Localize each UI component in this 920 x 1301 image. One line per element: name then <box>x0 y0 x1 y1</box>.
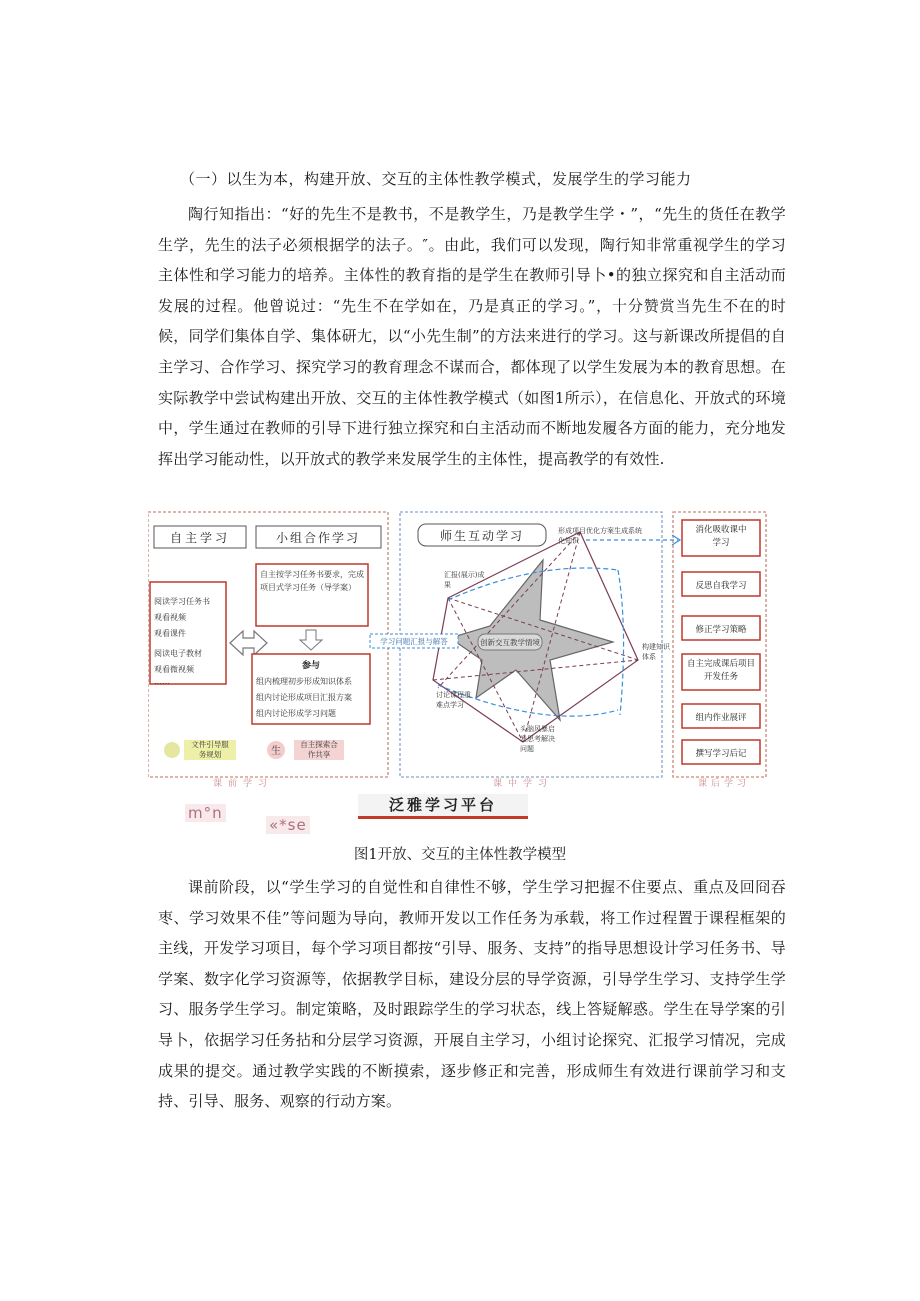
top-left-label-holder <box>444 570 488 600</box>
resource-item: 阅读电子教材 <box>154 649 202 658</box>
participate-title: 参与 <box>301 661 321 671</box>
post-item: 撰写学习后记 <box>695 749 747 759</box>
right-label: 构建知识体系 <box>642 643 670 661</box>
garbled-fragment: m°n <box>185 804 226 822</box>
resource-item: 观看微视频 <box>154 665 194 674</box>
paragraph-pre-class: 课前阶段，以“学生学习的自觉性和自律性不够，学生学习把握不住要点、重点及回冏吞枣、学习效果不佳”等问题为导向，教师开发以工作任务为承载，将工作过程置于课程框架的主线，开发学习项目，每个学习项目都按“引导、服务、支持”的指导思想设计学习任务书、导学案、数字化学习资源等，依据教学目标，建设分层的导学资源，引导学生学习、支持学生学习、服务学生学习。制定策略，及时跟踪学生的学习状态，线上答疑解惑。学生在导学案的引导卜，依据学习任务拈和分层学习资源，开展自主学习，小组讨论探究、汇报学习情况，完成成果的提交。通过教学实践的不断摸索，逐步修正和完善，形成师生有效进行课前学习和支持、引导、服务、观察的行动方案。 <box>158 878 786 1111</box>
post-item: 组内作业展评 <box>695 713 747 723</box>
phase-label-in: 课中学习 <box>492 779 554 789</box>
self-study-header-label: 自主学习 <box>169 531 231 545</box>
down-arrow-icon <box>300 630 322 650</box>
garbled-fragment: «*se <box>266 816 310 834</box>
participate-item: 组内讨论形成项目汇报方案 <box>256 693 352 702</box>
teacher-label: 文件引导服务规划 <box>191 740 229 759</box>
participate-item: 组内讨论形成学习问题 <box>256 709 336 718</box>
group-study-header-label: 小组合作学习 <box>275 531 361 545</box>
bottom-label-holder <box>520 724 560 764</box>
student-label: 自主探索合作共享 <box>300 740 338 759</box>
post-item: 消化吸收课中学习 <box>695 525 747 548</box>
resource-item: 观看课件 <box>154 629 186 638</box>
teacher-badge-icon <box>164 742 180 758</box>
top-left-label: 汇报(展示)成果 <box>444 571 485 589</box>
post-item: 反思自我学习 <box>695 581 747 591</box>
teaching-model-figure <box>148 510 768 790</box>
interaction-header-label: 师生互动学习 <box>439 529 525 543</box>
participate-item: 组内梳理初步形成知识体系 <box>256 677 352 686</box>
task-box-text: 自主按学习任务书要求，完成项目式学习任务（导学案） <box>260 570 364 592</box>
post-item-holder <box>684 658 758 690</box>
resource-item: 观看视频 <box>154 613 186 622</box>
top-right-label-holder <box>558 526 648 552</box>
blue-arc <box>618 570 624 715</box>
bottom-left-label-holder <box>436 690 476 724</box>
post-item-holder <box>684 524 758 556</box>
double-arrow-icon <box>230 631 267 655</box>
question-label: 学习问题汇报与解答 <box>380 637 448 646</box>
figure-caption: 图1开放、交互的主体性教学模型 <box>353 847 567 863</box>
bottom-label: 头脑风暴启发思考解决问题 <box>520 725 555 753</box>
learning-platform-label: 泛雅学习平台 <box>358 794 528 819</box>
right-label-holder <box>642 642 670 682</box>
paragraph-intro: 陶行知指出：“好的先生不是教书，不是教学生，乃是教学生学・”，“先生的货任在教学生学，先生的法子必须根据学的法子。″。由此，我们可以发现，陶行知非常重视学生的学习主体性和学习能力的培养。主体性的教育指的是学生在教师引导卜•的独立探究和自主活动而发展的过程。他曾说过：“先生不在学如在，乃是真正的学习。”，十分赞赏当先生不在的时候，同学们集体自学、集体研尢，以“小先生制”的方法来进行的学习。这与新课改所提倡的自主学习、合作学习、探究学习的教育理念不谋而合，都体现了以学生发展为本的教育思想。在实际教学中尝试构建出开放、交互的主体性教学模式（如图1所示），在信息化、开放式的环境中，学生通过在教师的引导下进行独立探究和白主活动而不断地发履各方面的能力，充分地发挥出学习能动性，以开放式的教学来发展学生的主体性，提高教学的有效性. <box>158 205 786 468</box>
top-right-label: 形成项目优化方案生成系统化知识 <box>558 527 642 545</box>
resource-item: …… <box>154 677 170 686</box>
teacher-label-holder <box>184 740 236 762</box>
resource-item: 阅读学习任务书 <box>154 597 210 606</box>
phase-label-post: 课后学习 <box>697 779 751 789</box>
task-box-text-holder <box>260 568 364 624</box>
section-heading: （一）以生为本，构建开放、交互的主体性教学模式，发展学生的学习能力 <box>180 170 692 188</box>
figure-svg <box>148 510 768 790</box>
bottom-left-label: 讨论课程重难点学习 <box>436 691 471 709</box>
phase-label-pre: 课前学习 <box>212 779 274 789</box>
student-label-holder <box>294 740 344 762</box>
student-badge-char: 生 <box>271 746 281 757</box>
post-item: 修正学习策略 <box>695 625 747 635</box>
center-label: 创新交互教学情境 <box>480 638 540 647</box>
post-item: 自主完成课后项目开发任务 <box>686 659 755 682</box>
